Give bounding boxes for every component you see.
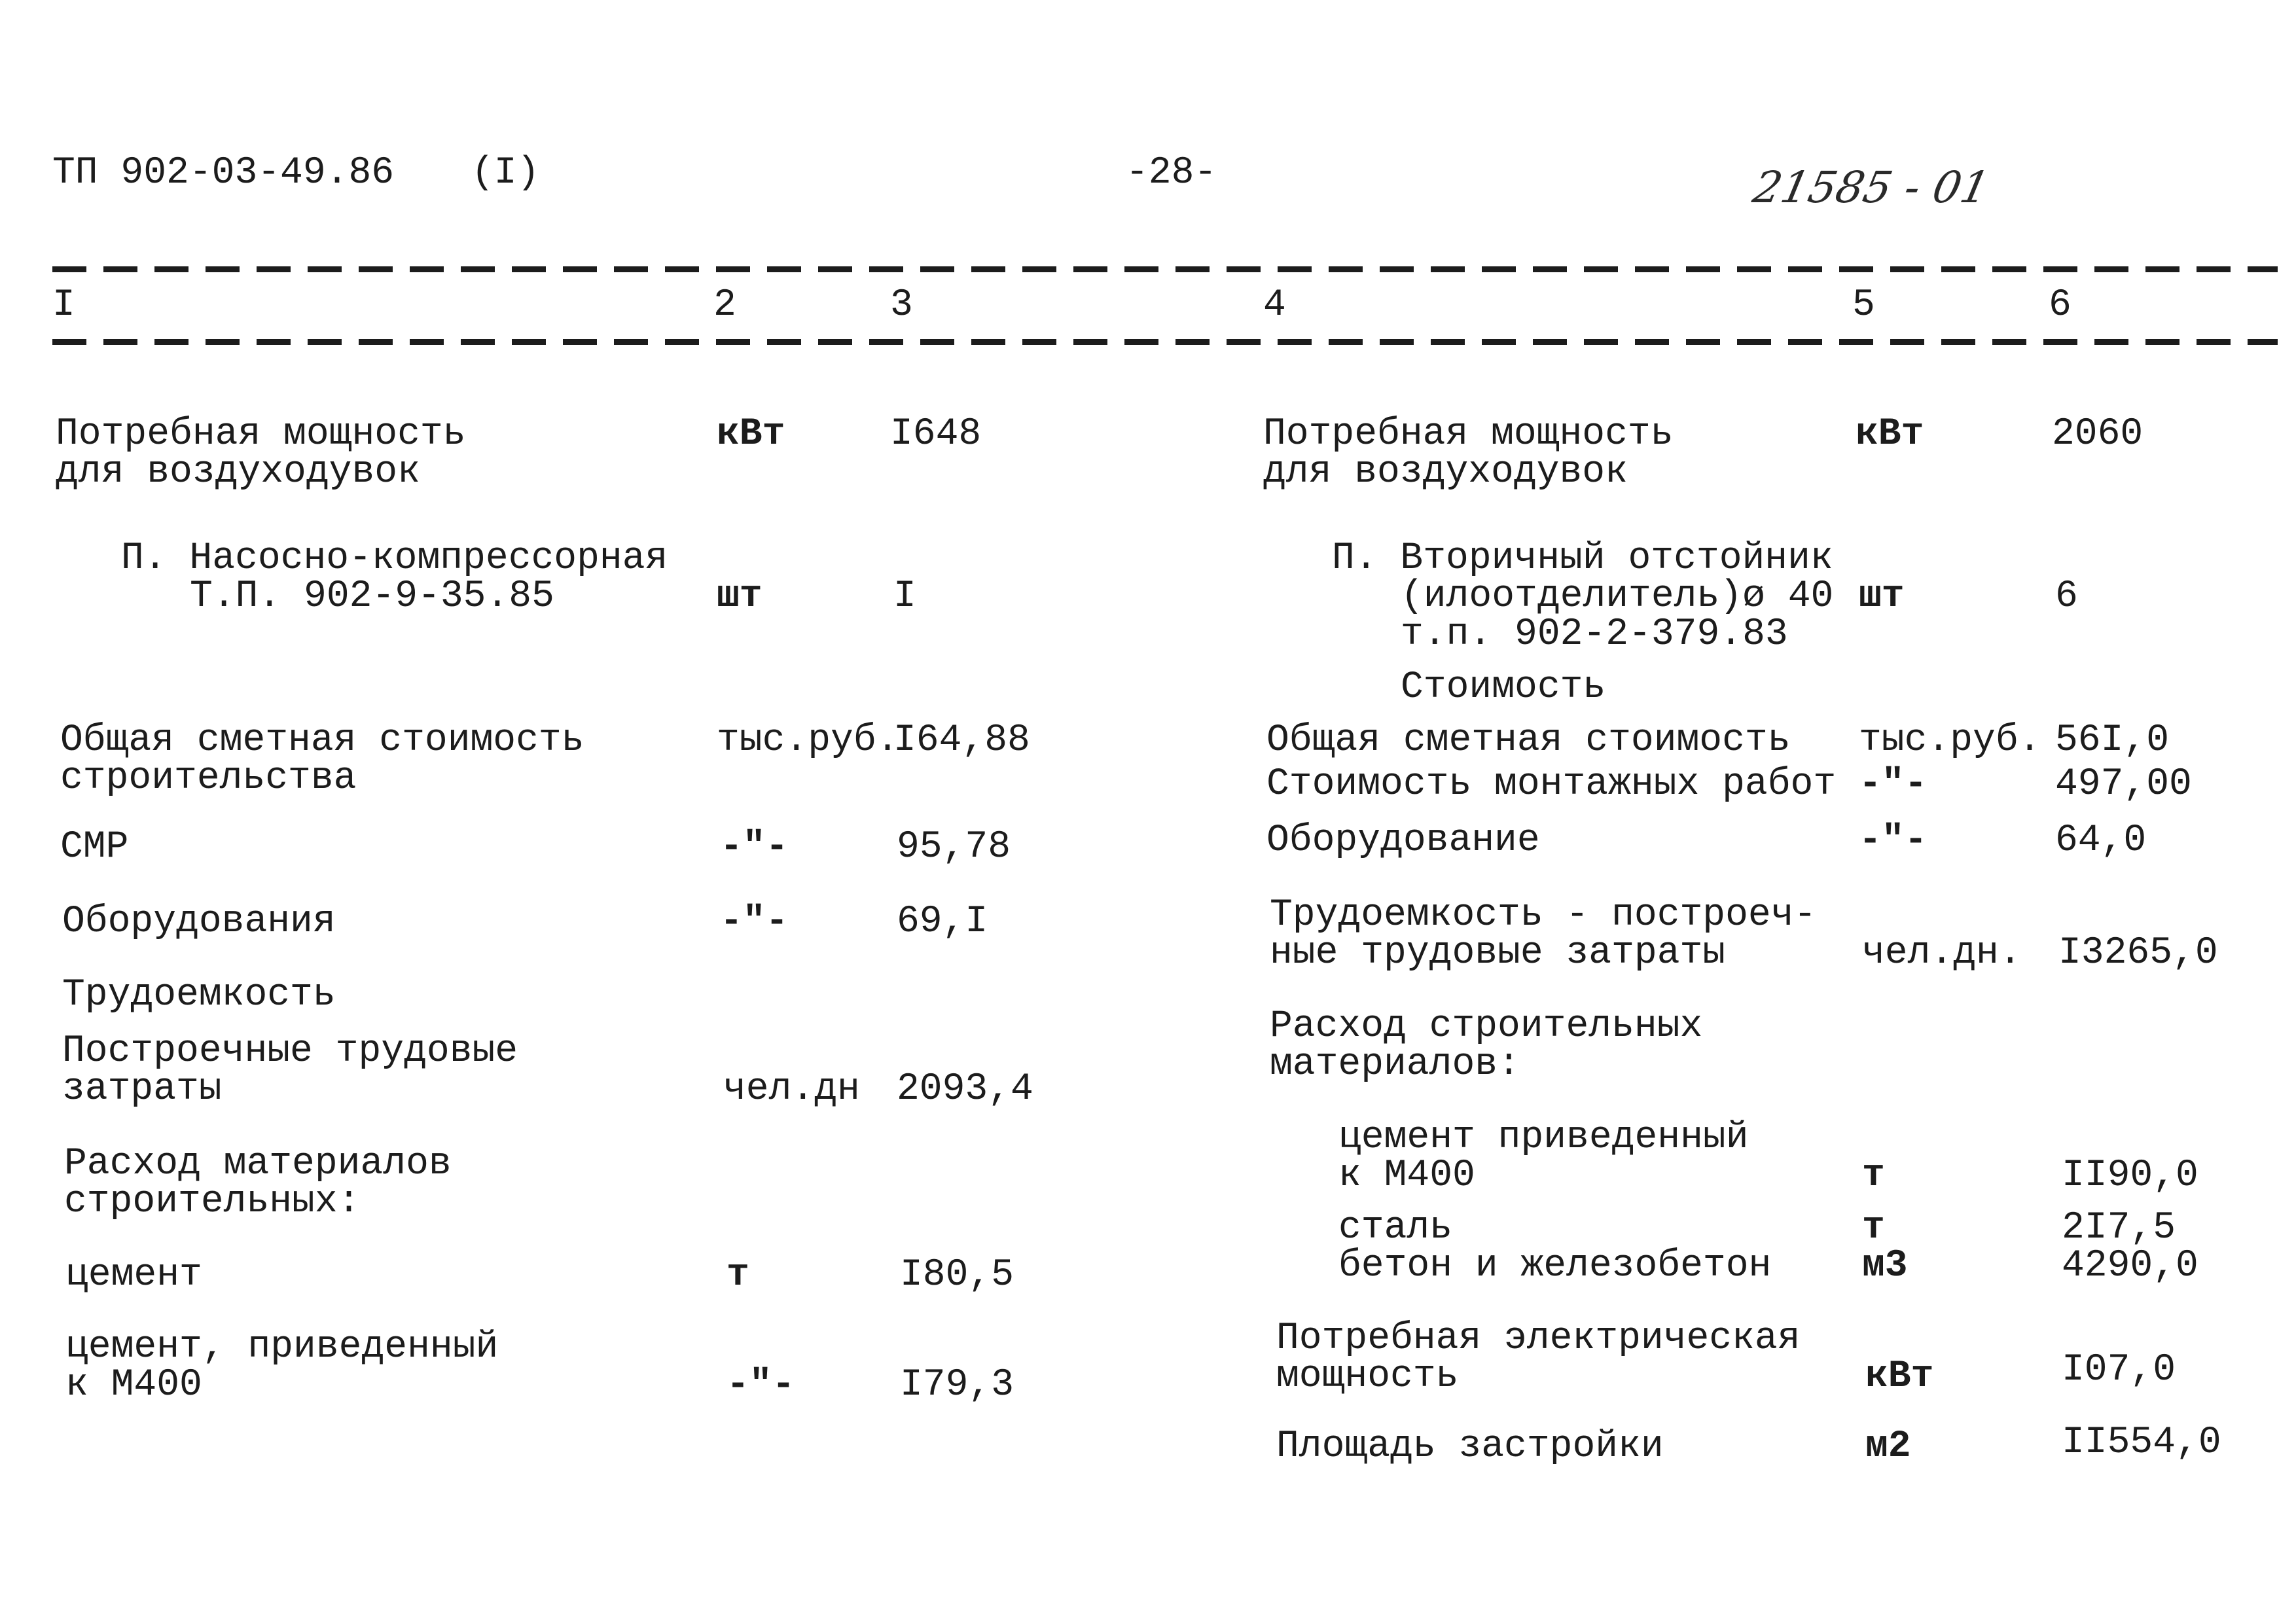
right-power-value: 2060 [2052,413,2144,455]
right-labor-value: I3265,0 [2058,932,2218,974]
right-section-title: П. Вторичный отстойник [1332,537,1833,580]
left-cement-m400-value: I79,3 [900,1364,1014,1406]
dashed-rule-bottom [52,339,2278,345]
right-steel-unit: т [1862,1207,1885,1249]
right-section-value: 6 [2055,575,2078,618]
right-power-label: Потребная мощность [1263,413,1674,455]
right-section-subtitle: (илоотделитель)ø 40 [1401,575,1834,618]
left-smr-label: СМР [60,826,129,868]
left-labor-label-2: затраты [62,1068,222,1111]
left-smr-unit: -"- [720,826,789,868]
left-cement-label: цемент [65,1254,202,1296]
right-cost-unit: тыс.руб. [1859,719,2041,762]
page-number: -28- [1126,152,1217,194]
right-labor-label-2: ные трудовые затраты [1270,932,1726,974]
right-cement-value: II90,0 [2062,1154,2198,1197]
right-mounting-value: 497,00 [2055,763,2192,806]
right-labor-unit: чел.дн. [1862,932,2022,974]
right-area-label: Площадь застройки [1276,1425,1664,1468]
column-header-6: 6 [2049,284,2072,327]
right-cement-label: цемент приведенный [1338,1116,1749,1159]
left-cement-unit: т [726,1254,749,1296]
right-electric-label-2: мощность [1276,1355,1459,1398]
column-header-4: 4 [1263,284,1286,327]
column-header-1: I [52,284,75,327]
right-equipment-unit: -"- [1859,819,1928,862]
right-section-unit: шт [1859,575,1905,618]
right-electric-unit: кВт [1865,1355,1934,1398]
doc-code: ТП 902-03-49.86 [52,152,395,194]
right-cost-heading: Стоимость [1401,666,1606,709]
left-section-title: П. Насосно-компрессорная [121,537,668,580]
left-equipment-label: Оборудования [62,901,336,943]
right-equipment-label: Оборудование [1266,819,1540,862]
right-power-label-2: для воздуходувок [1263,451,1628,493]
column-header-5: 5 [1852,284,1875,327]
right-area-unit: м2 [1865,1425,1911,1468]
right-materials-heading-2: материалов: [1270,1043,1520,1086]
left-power-label-2: для воздуходувок [56,451,420,493]
right-power-unit: кВт [1856,413,1924,455]
left-section-value: I [893,575,916,618]
right-concrete-value: 4290,0 [2062,1245,2198,1287]
left-materials-heading: Расход материалов [64,1143,452,1185]
right-electric-label: Потребная электрическая [1276,1317,1801,1360]
right-cement-label-2: к М400 [1338,1154,1475,1197]
left-labor-value: 2093,4 [897,1068,1033,1111]
left-cost-label: Общая сметная стоимость [60,719,584,762]
right-area-value: II554,0 [2062,1421,2221,1464]
left-equipment-value: 69,I [897,901,988,943]
right-mounting-unit: -"- [1859,763,1928,806]
column-header-2: 2 [713,284,736,327]
left-labor-heading: Трудоемкость [62,974,336,1016]
left-cement-value: I80,5 [900,1254,1014,1296]
right-cost-label: Общая сметная стоимость [1266,719,1791,762]
right-electric-value: I07,0 [2062,1349,2176,1391]
right-equipment-value: 64,0 [2055,819,2147,862]
left-labor-label: Построечные трудовые [62,1030,518,1073]
left-cost-value: I64,88 [893,719,1030,762]
left-cost-label-2: строительства [60,757,357,800]
left-equipment-unit: -"- [720,901,789,943]
left-power-unit: кВт [717,413,785,455]
right-cost-value: 56I,0 [2055,719,2170,762]
dashed-rule-top [52,266,2278,272]
right-materials-heading: Расход строительных [1270,1005,1703,1048]
right-steel-label: сталь [1338,1207,1453,1249]
right-cement-unit: т [1862,1154,1885,1197]
left-section-ref: Т.П. 902-9-35.85 [190,575,554,618]
doc-part: (I) [471,152,540,194]
right-section-ref: т.п. 902-2-379.83 [1401,613,1788,656]
left-cement-m400-label: цемент, приведенный [65,1326,499,1368]
left-materials-heading-2: строительных: [64,1181,361,1223]
column-header-3: 3 [890,284,913,327]
left-smr-value: 95,78 [897,826,1011,868]
left-cement-m400-label-2: к М400 [65,1364,202,1406]
left-section-unit: шт [717,575,762,618]
handwritten-number: 21585 - 01 [1748,162,1994,213]
right-steel-value: 2I7,5 [2062,1207,2176,1249]
right-mounting-label: Стоимость монтажных работ [1266,763,1837,806]
right-concrete-label: бетон и железобетон [1338,1245,1772,1287]
left-power-label: Потребная мощность [56,413,466,455]
left-cement-m400-unit: -"- [726,1364,795,1406]
left-labor-unit: чел.дн [723,1068,860,1111]
left-power-value: I648 [890,413,982,455]
right-labor-label: Трудоемкость - построеч- [1270,894,1817,936]
left-cost-unit: тыс.руб. [717,719,899,762]
right-concrete-unit: м3 [1862,1245,1908,1287]
